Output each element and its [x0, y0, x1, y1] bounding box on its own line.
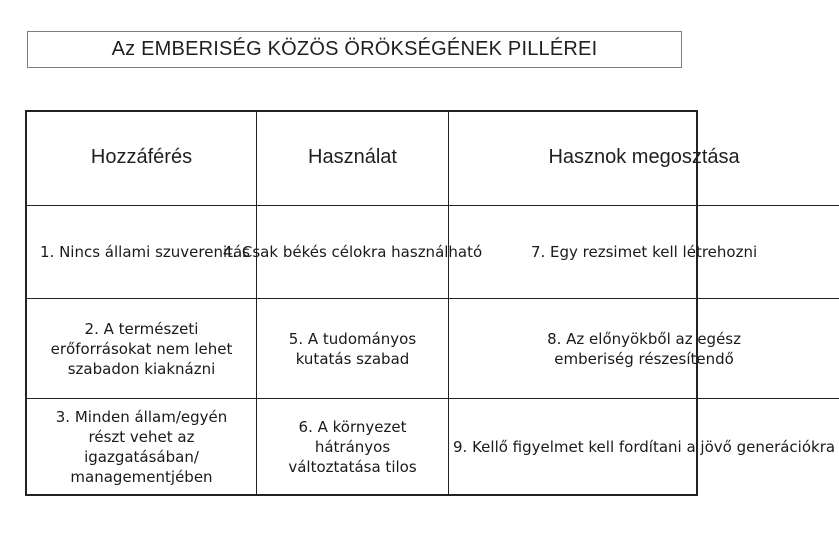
- pillars-table: [25, 110, 836, 496]
- title-box: [27, 31, 682, 68]
- table-cell-r1-c3: 7. Egy rezsimet kell létrehozni: [449, 206, 839, 299]
- table-cell-r3-c2: 6. A környezet hátrányos változtatása tilos: [257, 399, 449, 494]
- table-cell-r2-c2: 5. A tudományos kutatás szabad: [257, 299, 449, 399]
- header-access: Hozzáférés: [27, 112, 257, 206]
- page-title: Az EMBERISÉG KÖZÖS ÖRÖKSÉGÉNEK PILLÉREI: [111, 38, 598, 60]
- table-cell-r3-c3: 9. Kellő figyelmet kell fordítani a jövő generációkra: [453, 437, 836, 456]
- header-benefit-sharing: Hasznok megosztása: [449, 112, 839, 206]
- table-cell-r3-c1: 3. Minden állam/egyén részt vehet az igazgatásában/ managementjében: [27, 399, 257, 494]
- table-cell-r1-c1: 1. Nincs állami szuverenitás: [27, 206, 257, 299]
- table-cell-r2-c1: 2. A természeti erőforrásokat nem lehet szabadon kiaknázni: [27, 299, 257, 399]
- table-cell-r1-c2: 4. Csak békés célokra használható: [257, 206, 449, 299]
- table-cell-r2-c3: 8. Az előnyökből az egész emberiség részesítendő: [449, 299, 839, 399]
- header-use: Használat: [257, 112, 449, 206]
